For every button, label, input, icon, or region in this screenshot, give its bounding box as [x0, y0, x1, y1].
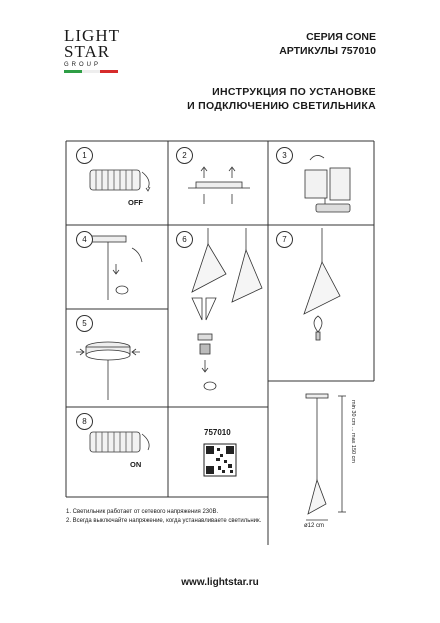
on-label: ON	[130, 460, 142, 469]
step-badge-7: 7	[276, 231, 293, 248]
qr-code	[204, 444, 236, 476]
diameter-dimension: ø12 cm	[304, 523, 325, 529]
series-label: СЕРИЯ CONE	[306, 31, 376, 43]
step-badge-1: 1	[76, 147, 93, 164]
note-2: 2. Всегда выключайте напряжение, когда устанавливаете светильник.	[66, 518, 262, 524]
step-badge-4: 4	[76, 231, 93, 248]
note-1: 1. Светильник работает от сетевого напряжения 230В.	[66, 509, 219, 515]
shade-assembly-illustration	[192, 228, 262, 390]
dimension-drawing	[306, 394, 346, 520]
step-badge-3: 3	[276, 147, 293, 164]
logo-line2: STAR	[64, 42, 111, 61]
off-label: OFF	[128, 198, 143, 207]
height-dimension: min 30 cm ... max 150 cm	[350, 400, 356, 463]
logo-group: GROUP	[64, 62, 102, 68]
pendant-bulb-illustration	[304, 228, 340, 340]
article-code: 757010	[204, 428, 231, 437]
title-line1: ИНСТРУКЦИЯ ПО УСТАНОВКЕ	[212, 86, 376, 98]
title-line2: И ПОДКЛЮЧЕНИЮ СВЕТИЛЬНИКА	[187, 100, 376, 112]
step-badge-5: 5	[76, 315, 93, 332]
step-badge-2: 2	[176, 147, 193, 164]
canopy-wire-illustration	[92, 236, 142, 300]
mounting-bar-illustration	[188, 167, 250, 204]
terminal-block-illustration-1	[90, 170, 150, 191]
step-badge-8: 8	[76, 413, 93, 430]
step-badge-6: 6	[176, 231, 193, 248]
article-label: АРТИКУЛЫ 757010	[279, 45, 376, 57]
website-link[interactable]: www.lightstar.ru	[181, 577, 259, 588]
canopy-attach-illustration	[76, 342, 140, 400]
safety-notes	[66, 508, 266, 526]
logo-line1: LIGHT	[64, 26, 120, 45]
terminal-block-illustration-8	[90, 432, 149, 452]
ceiling-wiring-illustration	[305, 155, 350, 212]
